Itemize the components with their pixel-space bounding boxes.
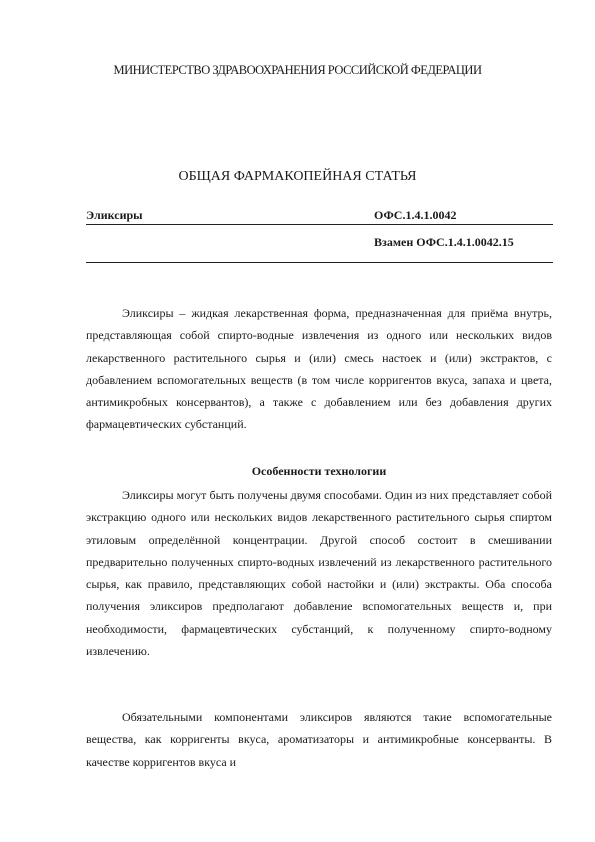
article-code: ОФС.1.4.1.0042: [374, 208, 457, 222]
document-title: ОБЩАЯ ФАРМАКОПЕЙНАЯ СТАТЬЯ: [178, 169, 417, 184]
article-name: Эликсиры: [86, 208, 143, 222]
ministry-header: МИНИСТЕРСТВО ЗДРАВООХРАНЕНИЯ РОССИЙСКОЙ ФЕДЕРАЦИИ: [113, 63, 482, 77]
section-heading: Особенности технологии: [251, 464, 387, 478]
divider-bottom: [86, 262, 553, 263]
paragraph-definition: Эликсиры – жидкая лекарственная форма, предназначенная для приёма внутрь, представляющая собой спирто-водные извлечения из одного или нескольких видов лекарственного растительного сырья и (или) смесь настоек и (или) экстрактов, с добавлением вспомогательных веществ (в том числе корригентов вкуса, запаха и цвета, антимикробных консервантов), а также с добавлением или без добавления других фармацевтических субстанций.: [86, 306, 552, 432]
divider-top: [86, 224, 553, 225]
paragraph-components: Обязательными компонентами эликсиров являются такие вспомогательные вещества, как корригенты вкуса, ароматизаторы и антимикробные консерванты. В качестве корригентов вкуса и: [86, 710, 552, 769]
replaces-code: Взамен ОФС.1.4.1.0042.15: [374, 235, 514, 249]
paragraph-technology: Эликсиры могут быть получены двумя способами. Один из них представляет собой экстракцию одного или нескольких видов лекарственного растительного сырья спиртом этиловым определённой концентрации. Другой способ состоит в смешивании предварительно полученных спирто-водных извлечений из лекарственного растительного сырья, как правило, представляющих собой настойки и (или) экстракты. Оба способа получения эликсиров предполагают добавление вспомогательных веществ и, при необходимости, фармацевтических субстанций, к полученному спирто-водному извлечению.: [86, 488, 552, 659]
